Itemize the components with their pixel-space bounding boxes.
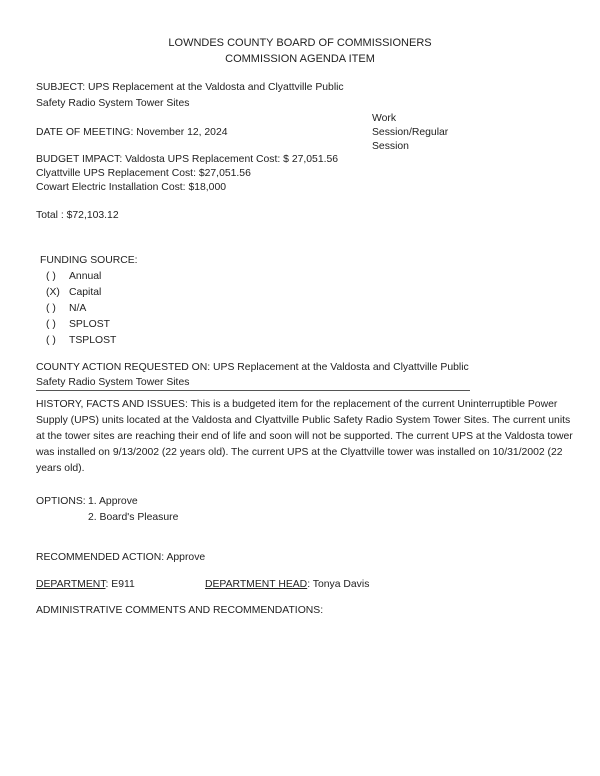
funding-checkbox: ( ) bbox=[46, 303, 56, 314]
funding-source-label: FUNDING SOURCE: bbox=[40, 255, 138, 266]
funding-checkbox: ( ) bbox=[46, 319, 56, 330]
funding-checkbox: (X) bbox=[46, 287, 60, 298]
department-field bbox=[36, 577, 135, 593]
session-type-line-1: Work bbox=[372, 113, 397, 124]
subject-line-2: Safety Radio System Tower Sites bbox=[36, 98, 190, 109]
budget-impact-valdosta: BUDGET IMPACT: Valdosta UPS Replacement Cost: $ 27,051.56 bbox=[36, 154, 339, 165]
subject-line-1: SUBJECT: UPS Replacement at the Valdosta and Clyattville Public bbox=[36, 82, 344, 93]
funding-option-label: TSPLOST bbox=[69, 335, 117, 346]
section-divider bbox=[36, 390, 470, 391]
funding-checkbox: ( ) bbox=[46, 271, 56, 282]
funding-option-label: Annual bbox=[69, 271, 102, 282]
budget-total: Total : $72,103.12 bbox=[36, 210, 119, 221]
action-requested-line-2: Safety Radio System Tower Sites bbox=[36, 377, 190, 388]
action-requested-line-1: COUNTY ACTION REQUESTED ON: UPS Replacement at the Valdosta and Clyattville Public bbox=[36, 362, 469, 373]
option-item-boards-pleasure: 2. Board's Pleasure bbox=[88, 512, 179, 523]
document-subtitle: COMMISSION AGENDA ITEM bbox=[225, 53, 375, 65]
budget-impact-installation: Cowart Electric Installation Cost: $18,000 bbox=[36, 182, 227, 193]
option-item-approve: 1. Approve bbox=[88, 496, 138, 507]
history-facts-issues: HISTORY, FACTS AND ISSUES: This is a budgeted item for the replacement of the current Uninterruptible Power Supply (UPS) units located at the Valdosta and Clyattville Public Safety Radio System Tower Sites. The current units at the tower sites are reaching their end of life and soon will not be supported. The current UPS at the Valdosta tower was installed on 9/13/2002 (22 years old). The current UPS at the Clyattville tower was installed on 10/31/2002 (22 years old). bbox=[36, 399, 573, 474]
recommended-action: RECOMMENDED ACTION: Approve bbox=[36, 552, 206, 563]
department-label: DEPARTMENT bbox=[36, 579, 106, 590]
meeting-date: DATE OF MEETING: November 12, 2024 bbox=[36, 127, 228, 138]
funding-checkbox: ( ) bbox=[46, 335, 56, 346]
department-value: : E911 bbox=[105, 579, 135, 590]
options-label: OPTIONS: bbox=[36, 496, 86, 507]
administrative-comments-label: ADMINISTRATIVE COMMENTS AND RECOMMENDATIONS: bbox=[36, 605, 324, 616]
budget-impact-clyattville: Clyattville UPS Replacement Cost: $27,051.56 bbox=[36, 168, 251, 179]
document-title: LOWNDES COUNTY BOARD OF COMMISSIONERS bbox=[168, 37, 432, 49]
department-head-field bbox=[205, 577, 369, 593]
department-head-value: : Tonya Davis bbox=[307, 579, 370, 590]
session-type-line-3: Session bbox=[372, 141, 409, 152]
department-head-label: DEPARTMENT HEAD bbox=[205, 579, 308, 590]
funding-option-label: Capital bbox=[69, 287, 102, 298]
session-type-line-2: Session/Regular bbox=[372, 127, 449, 138]
funding-option-label: N/A bbox=[69, 303, 87, 314]
funding-option-label: SPLOST bbox=[69, 319, 110, 330]
